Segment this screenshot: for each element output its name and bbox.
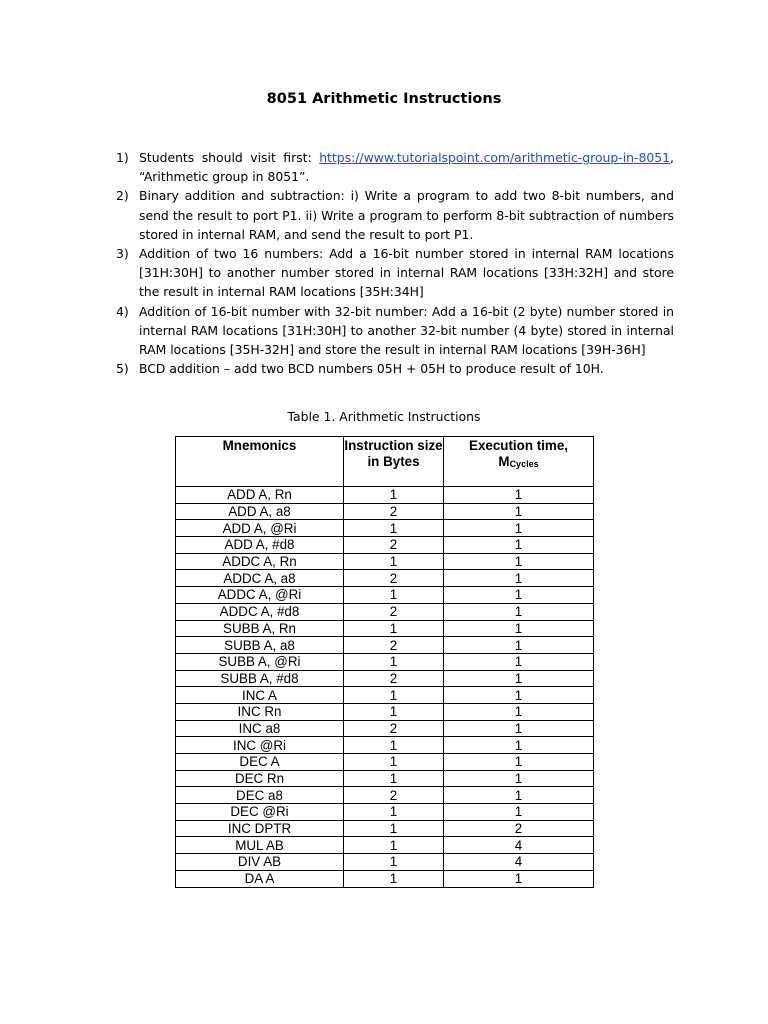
list-item <box>116 148 674 186</box>
table-header-row <box>176 437 594 487</box>
cell-execution-cycles: 1 <box>444 553 594 570</box>
cell-size-bytes: 2 <box>344 720 444 737</box>
cell-mnemonic: ADD A, #d8 <box>176 537 344 554</box>
cell-execution-cycles: 1 <box>444 537 594 554</box>
table-row <box>176 770 594 787</box>
cell-mnemonic: ADDC A, #d8 <box>176 603 344 620</box>
header-execution-time-unit-sub: Cycles <box>509 459 539 469</box>
table-row <box>176 670 594 687</box>
cell-mnemonic: DIV AB <box>176 854 344 871</box>
cell-mnemonic: MUL AB <box>176 837 344 854</box>
cell-execution-cycles: 1 <box>444 603 594 620</box>
cell-mnemonic: SUBB A, #d8 <box>176 670 344 687</box>
cell-size-bytes: 1 <box>344 653 444 670</box>
task-list <box>116 148 674 378</box>
cell-execution-cycles: 1 <box>444 687 594 704</box>
cell-mnemonic: SUBB A, Rn <box>176 620 344 637</box>
item-number: 5) <box>116 361 129 377</box>
cell-mnemonic: DEC Rn <box>176 770 344 787</box>
cell-execution-cycles: 1 <box>444 653 594 670</box>
table-row <box>176 653 594 670</box>
cell-mnemonic: ADD A, Rn <box>176 487 344 504</box>
cell-execution-cycles: 1 <box>444 703 594 720</box>
item-text: , “Arithmetic group in 8051”. <box>139 150 674 185</box>
cell-size-bytes: 1 <box>344 754 444 771</box>
cell-size-bytes: 1 <box>344 553 444 570</box>
cell-mnemonic: ADD A, a8 <box>176 503 344 520</box>
cell-size-bytes: 2 <box>344 787 444 804</box>
cell-size-bytes: 1 <box>344 837 444 854</box>
cell-mnemonic: ADDC A, a8 <box>176 570 344 587</box>
table-row <box>176 837 594 854</box>
page-title: 8051 Arithmetic Instructions <box>266 91 502 107</box>
item-text: BCD addition – add two BCD numbers 05H + 05H to produce result of 10H. <box>139 361 604 377</box>
cell-execution-cycles: 1 <box>444 737 594 754</box>
cell-size-bytes: 1 <box>344 870 444 887</box>
cell-execution-cycles: 2 <box>444 820 594 837</box>
cell-size-bytes: 1 <box>344 487 444 504</box>
table-row <box>176 603 594 620</box>
cell-size-bytes: 1 <box>344 703 444 720</box>
item-text: Addition of two 16 numbers: Add a 16-bit number stored in internal RAM locations [31H:30H] to another number stored in internal RAM locations [33H:32H] and store the result in internal RAM locations [35H:34H] <box>139 246 674 300</box>
cell-execution-cycles: 1 <box>444 670 594 687</box>
cell-execution-cycles: 4 <box>444 854 594 871</box>
cell-execution-cycles: 1 <box>444 487 594 504</box>
cell-size-bytes: 2 <box>344 503 444 520</box>
cell-execution-cycles: 1 <box>444 720 594 737</box>
cell-mnemonic: INC @Ri <box>176 737 344 754</box>
cell-size-bytes: 1 <box>344 804 444 821</box>
list-item <box>116 244 674 302</box>
cell-size-bytes: 1 <box>344 587 444 604</box>
cell-size-bytes: 1 <box>344 620 444 637</box>
table-body <box>176 487 594 888</box>
table-row <box>176 637 594 654</box>
table-row <box>176 703 594 720</box>
cell-size-bytes: 1 <box>344 687 444 704</box>
cell-execution-cycles: 1 <box>444 754 594 771</box>
table-row <box>176 870 594 887</box>
cell-size-bytes: 2 <box>344 537 444 554</box>
table-row <box>176 537 594 554</box>
cell-size-bytes: 1 <box>344 854 444 871</box>
cell-execution-cycles: 1 <box>444 637 594 654</box>
cell-mnemonic: INC Rn <box>176 703 344 720</box>
list-item <box>116 359 674 378</box>
table-row <box>176 804 594 821</box>
table-row <box>176 720 594 737</box>
cell-execution-cycles: 1 <box>444 587 594 604</box>
table-caption: Table 1. Arithmetic Instructions <box>287 409 481 424</box>
cell-size-bytes: 1 <box>344 737 444 754</box>
cell-execution-cycles: 1 <box>444 787 594 804</box>
table-row <box>176 754 594 771</box>
header-instruction-size: Instruction size in Bytes <box>344 437 444 487</box>
tutorial-link[interactable]: https://www.tutorialspoint.com/arithmetic-group-in-8051 <box>319 150 671 165</box>
cell-mnemonic: INC a8 <box>176 720 344 737</box>
cell-execution-cycles: 1 <box>444 620 594 637</box>
item-number: 4) <box>116 303 129 319</box>
list-item <box>116 186 674 244</box>
item-number: 2) <box>116 188 129 204</box>
cell-size-bytes: 1 <box>344 820 444 837</box>
table-row <box>176 820 594 837</box>
cell-mnemonic: DA A <box>176 870 344 887</box>
cell-mnemonic: INC A <box>176 687 344 704</box>
cell-size-bytes: 2 <box>344 570 444 587</box>
cell-size-bytes: 2 <box>344 603 444 620</box>
header-execution-time <box>444 437 594 487</box>
item-number: 1) <box>116 150 129 165</box>
cell-mnemonic: INC DPTR <box>176 820 344 837</box>
header-execution-time-unit: M <box>498 454 510 469</box>
cell-mnemonic: ADDC A, Rn <box>176 553 344 570</box>
table-row <box>176 503 594 520</box>
table-row <box>176 787 594 804</box>
arithmetic-instructions-table <box>175 436 594 888</box>
cell-mnemonic: DEC A <box>176 754 344 771</box>
table-row <box>176 854 594 871</box>
cell-execution-cycles: 4 <box>444 837 594 854</box>
cell-size-bytes: 1 <box>344 770 444 787</box>
table-row <box>176 570 594 587</box>
cell-size-bytes: 2 <box>344 637 444 654</box>
table-row <box>176 553 594 570</box>
table-row <box>176 520 594 537</box>
cell-mnemonic: DEC a8 <box>176 787 344 804</box>
cell-mnemonic: SUBB A, a8 <box>176 637 344 654</box>
item-text: Binary addition and subtraction: i) Write a program to add two 8-bit numbers, and send the result to port P1. ii) Write a program to perform 8-bit subtraction of numbers stored in internal RAM, and send the result to port P1. <box>139 188 674 242</box>
item-number: 3) <box>116 246 129 262</box>
table-row <box>176 620 594 637</box>
cell-execution-cycles: 1 <box>444 570 594 587</box>
table-row <box>176 487 594 504</box>
cell-execution-cycles: 1 <box>444 870 594 887</box>
cell-execution-cycles: 1 <box>444 520 594 537</box>
cell-execution-cycles: 1 <box>444 770 594 787</box>
header-mnemonics: Mnemonics <box>176 437 344 487</box>
cell-mnemonic: DEC @Ri <box>176 804 344 821</box>
cell-execution-cycles: 1 <box>444 503 594 520</box>
cell-size-bytes: 2 <box>344 670 444 687</box>
item-text: Addition of 16-bit number with 32-bit number: Add a 16-bit (2 byte) number stored in internal RAM locations [31H:30H] to another 32-bit number (4 byte) stored in internal RAM locations [35H-32H] and store the result in internal RAM locations [39H-36H] <box>139 303 674 358</box>
item-text: Students should visit first: <box>139 150 320 165</box>
cell-size-bytes: 1 <box>344 520 444 537</box>
table-row <box>176 687 594 704</box>
table-row <box>176 587 594 604</box>
table-row <box>176 737 594 754</box>
cell-execution-cycles: 1 <box>444 804 594 821</box>
list-item <box>116 302 674 360</box>
header-execution-time-label: Execution time, <box>469 438 568 453</box>
cell-mnemonic: ADDC A, @Ri <box>176 587 344 604</box>
cell-mnemonic: ADD A, @Ri <box>176 520 344 537</box>
cell-mnemonic: SUBB A, @Ri <box>176 653 344 670</box>
